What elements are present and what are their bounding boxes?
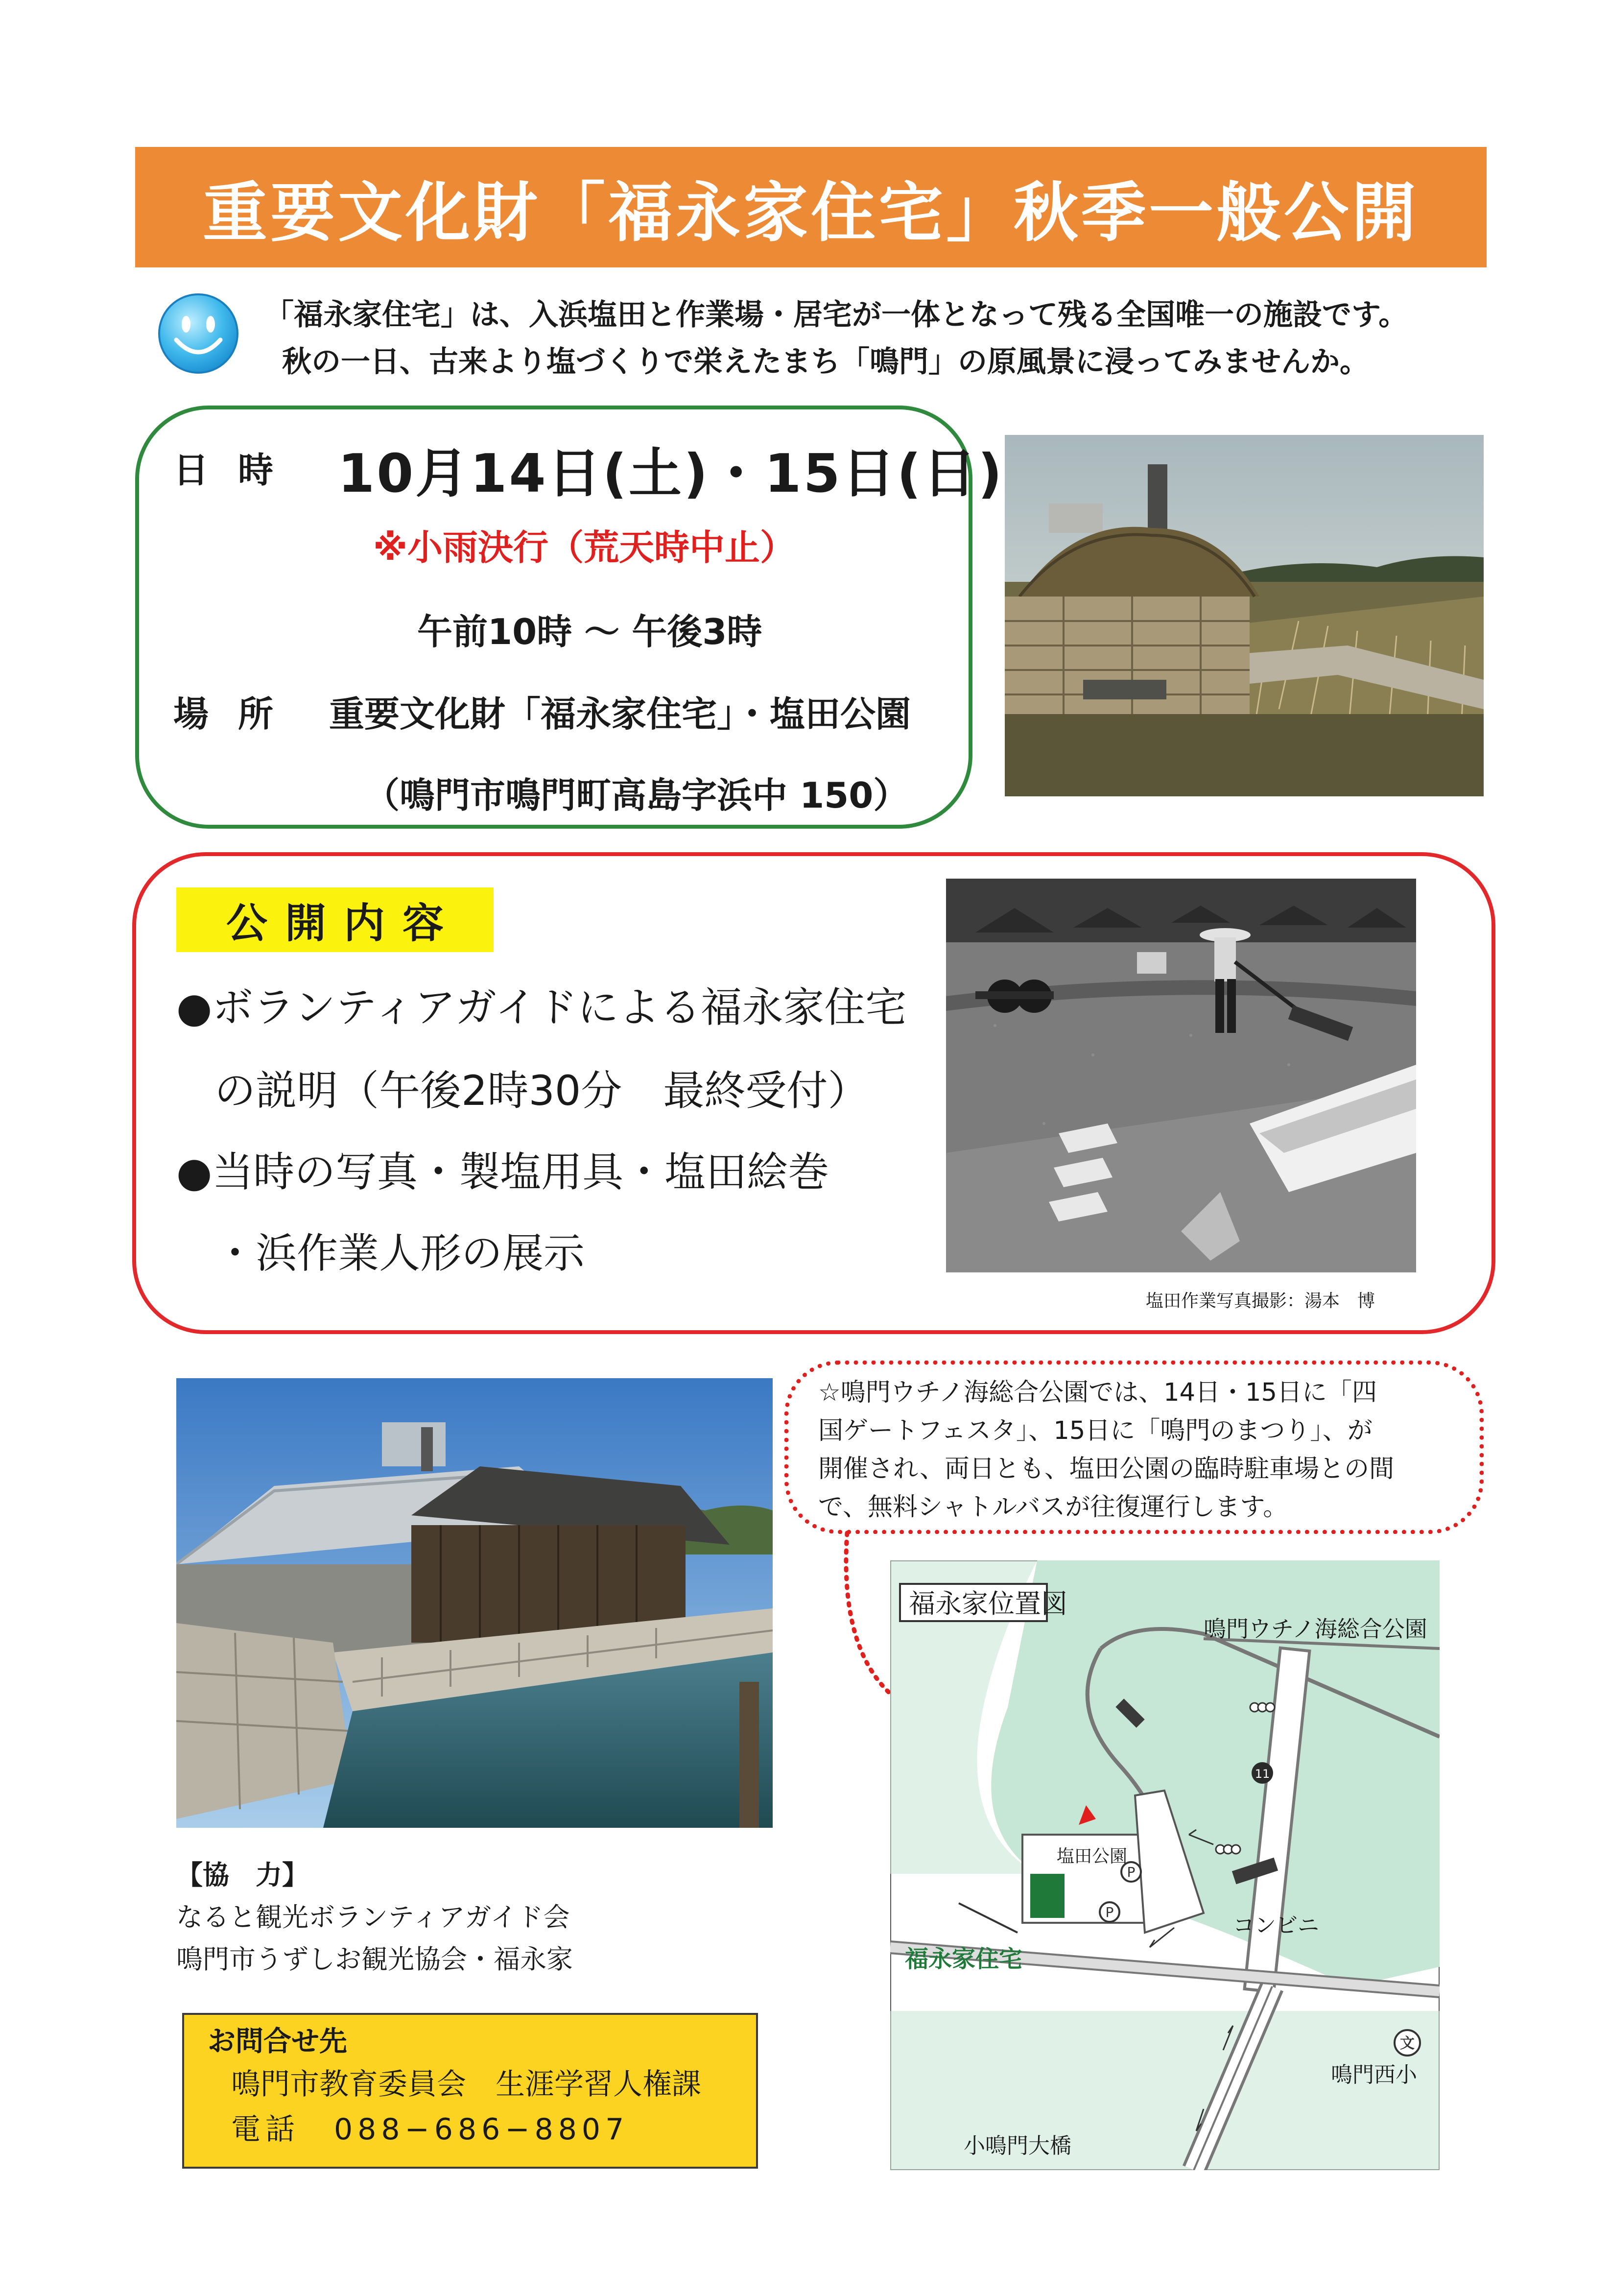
event-venue: 重要文化財「福永家住宅」・塩田公園	[329, 694, 911, 735]
intro-text	[264, 291, 1528, 385]
map-label-park: 鳴門ウチノ海総合公園	[1204, 1616, 1427, 1642]
school-icon: 文	[1400, 2035, 1415, 2052]
map-label-bridge: 小鳴門大橋	[964, 2133, 1071, 2158]
intro-line: 秋の一日、古来より塩づくりで栄えたまち「鳴門」の原風景に浸ってみませんか。	[282, 345, 1369, 379]
cooperation-heading: 【協 力】	[176, 1860, 308, 1890]
intro-line: 「福永家住宅」は、入浜塩田と作業場・居宅が一体となって残る全国唯一の施設です。	[264, 298, 1408, 332]
route-number: 11	[1255, 1767, 1270, 1781]
event-dates: 10月14日(土)・15日(日)	[338, 443, 1004, 504]
location-map	[890, 1560, 1440, 2170]
cooperation-line: 鳴門市うずしお観光協会・福永家	[176, 1944, 573, 1975]
shuttle-note-line: で、無料シャトルバスが往復運行します。	[818, 1493, 1288, 1522]
map-label-shioda-park: 塩田公園	[1057, 1846, 1128, 1866]
smiley-face-icon	[156, 291, 241, 376]
parking-marker-1: P	[1105, 1904, 1114, 1920]
rain-note: ※小雨決行（荒天時中止）	[373, 527, 795, 568]
exhibit-item: ・浜作業人形の展示	[214, 1229, 585, 1277]
map-label-fukunaga-house: 福永家住宅	[905, 1945, 1023, 1973]
exhibit-item: ●当時の写真・製塩用具・塩田絵巻	[176, 1148, 829, 1196]
shuttle-note-line: 開催され、両日とも、塩田公園の臨時駐車場との間	[818, 1455, 1395, 1483]
page-title: 重要文化財「福永家住宅」秋季一般公開	[203, 175, 1419, 251]
shuttle-bus-note	[784, 1361, 1484, 1534]
contact-department: 鳴門市教育委員会 生涯学習人権課	[231, 2067, 701, 2102]
cooperation-line: なると観光ボランティアガイド会	[176, 1902, 570, 1933]
place-label: 場所	[173, 694, 303, 735]
map-label-school: 鳴門西小	[1331, 2062, 1417, 2087]
map-label-convenience-store: コンビニ	[1233, 1913, 1319, 1938]
venue-address: （鳴門市鳴門町高島字浜中 150）	[364, 775, 909, 816]
photo-credit: 塩田作業写真撮影：湯本 博	[1146, 1291, 1375, 1311]
exhibit-item: の説明（午後2時30分 最終受付）	[214, 1067, 869, 1115]
photo-salt-house-thatched	[1005, 435, 1484, 796]
map-title: 福永家位置図	[909, 1588, 1067, 1619]
photo-salt-house-canal	[176, 1378, 773, 1828]
event-hours: 午前10時 〜 午後3時	[417, 611, 762, 652]
exhibit-item: ●ボランティアガイドによる福永家住宅	[176, 983, 907, 1031]
cooperation-block	[176, 1854, 573, 1981]
exhibit-contents-heading: 公開内容	[176, 887, 494, 952]
title-banner	[135, 147, 1487, 267]
date-label: 日時	[173, 450, 303, 491]
shuttle-note-line: 国ゲートフェスタ」、15日に「鳴門のまつり」、が	[818, 1416, 1373, 1445]
contact-box	[182, 2013, 758, 2169]
shuttle-note-line: ☆鳴門ウチノ海総合公園では、14日・15日に「四	[818, 1378, 1377, 1407]
parking-marker-2: P	[1127, 1864, 1136, 1880]
contact-heading: お問合せ先	[208, 2025, 347, 2057]
photo-salt-field-worker	[946, 879, 1416, 1272]
contact-phone: 電話 088−686−8807	[231, 2112, 629, 2147]
